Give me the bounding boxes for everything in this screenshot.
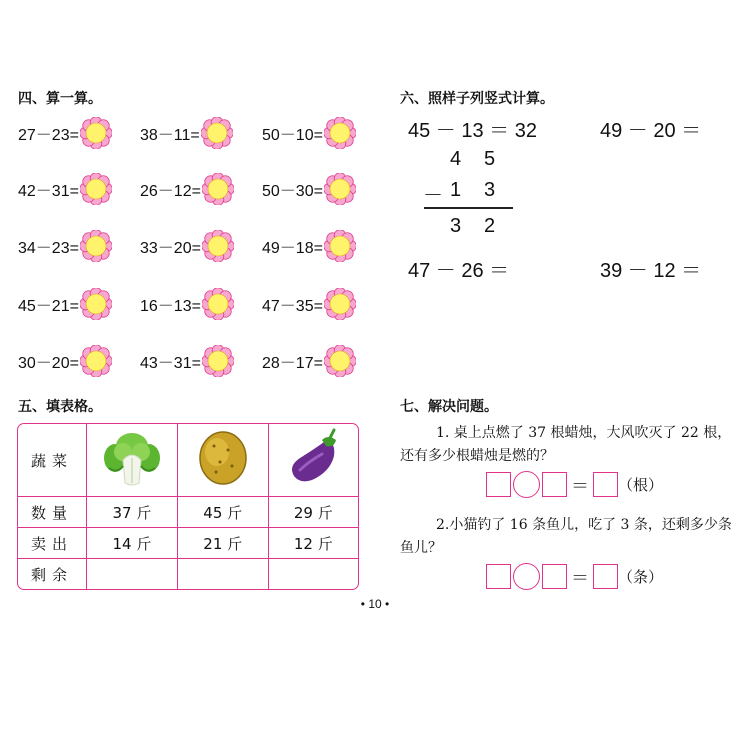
flower-answer-icon[interactable]	[201, 288, 234, 320]
answer-box-operand1[interactable]	[486, 564, 511, 589]
remaining-potato-cell[interactable]	[178, 559, 269, 589]
flower-answer-icon[interactable]	[323, 230, 356, 262]
answer-circle-operator[interactable]	[513, 471, 540, 498]
remaining-cabbage-cell[interactable]	[87, 559, 178, 589]
flower-answer-icon[interactable]	[323, 288, 356, 320]
exercise-item	[262, 173, 356, 205]
answer-box-result[interactable]	[593, 564, 618, 589]
exercise-item	[262, 230, 356, 262]
vertical-mid-ones: 3	[484, 179, 496, 201]
flower-answer-icon[interactable]	[323, 173, 356, 205]
answer-row-1	[486, 471, 663, 498]
vertical-operator: －	[423, 185, 443, 207]
problem1-line2: 还有多少根蜡烛是燃的？	[400, 448, 554, 464]
potato-icon	[178, 424, 269, 497]
flower-answer-icon[interactable]	[79, 345, 112, 377]
exercise-expression: 28－17=	[262, 354, 323, 372]
exercise-item	[18, 230, 112, 262]
exercise-item	[18, 345, 112, 377]
section5-heading: 五、填表格。	[18, 399, 102, 415]
problem-expression-1: 49 － 20 ＝	[600, 120, 702, 142]
answer-box-operand2[interactable]	[542, 564, 567, 589]
unit-label: （条）	[618, 568, 664, 586]
answer-circle-operator[interactable]	[513, 563, 540, 590]
vertical-mid-tens: 1	[450, 179, 462, 201]
exercise-expression: 38－11=	[140, 126, 200, 144]
exercise-item	[140, 288, 234, 320]
sold-eggplant: 12 斤	[269, 528, 358, 559]
flower-answer-icon[interactable]	[200, 117, 233, 149]
cabbage-icon	[87, 424, 178, 497]
exercise-item	[140, 117, 233, 149]
exercise-item	[262, 345, 356, 377]
exercise-expression: 50－30=	[262, 182, 323, 200]
flower-answer-icon[interactable]	[79, 288, 112, 320]
quantity-potato: 45 斤	[178, 497, 269, 528]
sold-potato: 21 斤	[178, 528, 269, 559]
equals-sign: ＝	[571, 475, 589, 497]
flower-answer-icon[interactable]	[323, 117, 356, 149]
vegetable-table	[17, 423, 359, 590]
remaining-eggplant-cell[interactable]	[269, 559, 358, 589]
answer-box-result[interactable]	[593, 472, 618, 497]
eggplant-icon	[269, 424, 358, 497]
section7-heading: 七、解决问题。	[400, 399, 498, 415]
equals-sign: ＝	[571, 567, 589, 589]
page-number: • 10 •	[360, 597, 390, 611]
section4-heading: 四、算一算。	[18, 91, 102, 107]
flower-answer-icon[interactable]	[79, 117, 112, 149]
example-expression: 45 － 13 ＝ 32	[408, 120, 537, 142]
answer-box-operand1[interactable]	[486, 472, 511, 497]
exercise-item	[140, 345, 234, 377]
exercise-expression: 34－23=	[18, 239, 79, 257]
flower-answer-icon[interactable]	[79, 173, 112, 205]
row-label-quantity: 数量	[18, 497, 87, 528]
exercise-expression: 47－35=	[262, 297, 323, 315]
flower-answer-icon[interactable]	[323, 345, 356, 377]
vertical-top-ones: 5	[484, 148, 496, 170]
row-label-sold: 卖出	[18, 528, 87, 559]
vertical-result-tens: 3	[450, 215, 462, 237]
flower-answer-icon[interactable]	[79, 230, 112, 262]
exercise-item	[18, 173, 112, 205]
answer-box-operand2[interactable]	[542, 472, 567, 497]
exercise-item	[262, 288, 356, 320]
problem-expression-3: 39 － 12 ＝	[600, 260, 702, 282]
quantity-cabbage: 37 斤	[87, 497, 178, 528]
exercise-item	[18, 288, 112, 320]
exercise-expression: 50－10=	[262, 126, 323, 144]
exercise-expression: 16－13=	[140, 297, 201, 315]
exercise-expression: 26－12=	[140, 182, 201, 200]
row-label-vegetable: 蔬菜	[18, 424, 87, 497]
flower-answer-icon[interactable]	[201, 173, 234, 205]
problem-expression-2: 47 － 26 ＝	[408, 260, 510, 282]
exercise-expression: 45－21=	[18, 297, 79, 315]
exercise-item	[262, 117, 356, 149]
vertical-top-tens: 4	[450, 148, 462, 170]
vertical-divider-line	[424, 207, 513, 209]
exercise-expression: 27－23=	[18, 126, 79, 144]
exercise-item	[140, 230, 234, 262]
quantity-eggplant: 29 斤	[269, 497, 358, 528]
exercise-expression: 33－20=	[140, 239, 201, 257]
exercise-item	[140, 173, 234, 205]
problem2-line1: 2.小猫钓了 16 条鱼儿，吃了 3 条，还剩多少条	[436, 517, 732, 533]
exercise-item	[18, 117, 112, 149]
answer-row-2	[486, 563, 663, 590]
problem1-line1: 1. 桌上点燃了 37 根蜡烛，大风吹灭了 22 根，	[436, 425, 732, 441]
row-label-remaining: 剩余	[18, 559, 87, 589]
exercise-expression: 43－31=	[140, 354, 201, 372]
flower-answer-icon[interactable]	[201, 345, 234, 377]
problem2-line2: 鱼儿？	[400, 540, 442, 556]
exercise-expression: 42－31=	[18, 182, 79, 200]
section6-heading: 六、照样子列竖式计算。	[400, 91, 554, 107]
sold-cabbage: 14 斤	[87, 528, 178, 559]
unit-label: （根）	[618, 476, 664, 494]
vertical-result-ones: 2	[484, 215, 496, 237]
exercise-expression: 49－18=	[262, 239, 323, 257]
flower-answer-icon[interactable]	[201, 230, 234, 262]
exercise-expression: 30－20=	[18, 354, 79, 372]
vertical-calculation	[410, 148, 520, 243]
